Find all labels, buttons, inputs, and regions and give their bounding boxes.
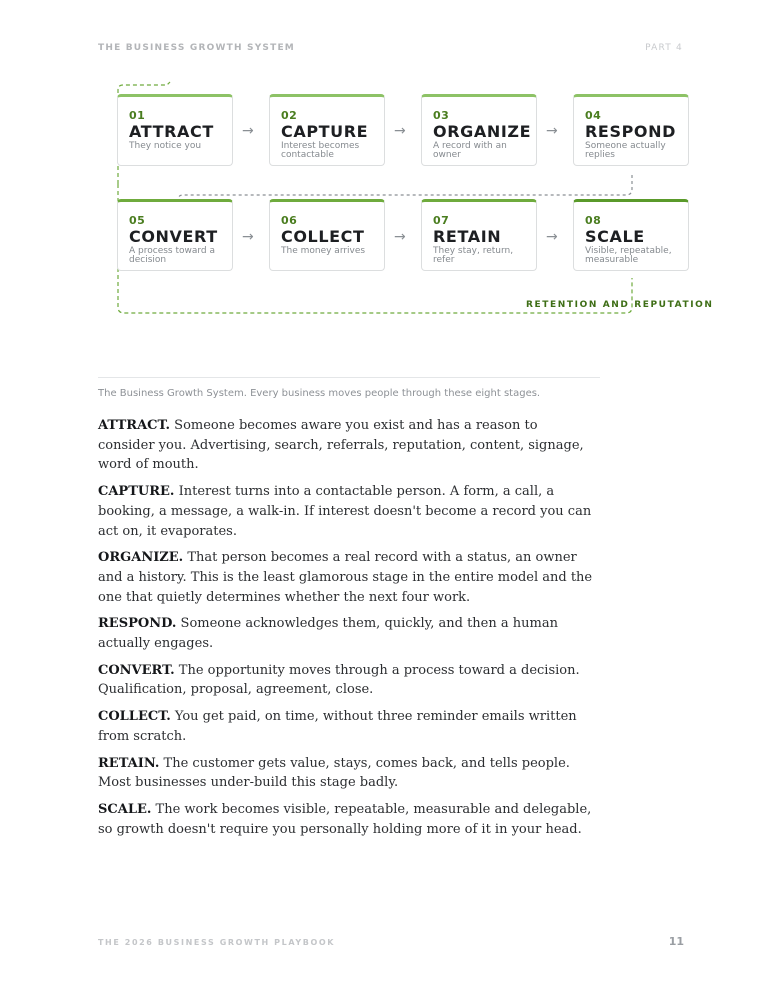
stage-name: CONVERT — [129, 227, 218, 246]
stage-number: 04 — [585, 109, 602, 122]
paragraph-attract — [98, 416, 598, 475]
definition: The customer gets value, stays, comes back, and tells people. Most businesses under-build this stage badly. — [98, 755, 570, 791]
stage-card-respond — [573, 94, 689, 166]
paragraph-organize — [98, 548, 598, 607]
arrow-right-icon: → — [546, 229, 558, 245]
stage-description: A record with an owner — [433, 141, 507, 160]
running-header-part: PART 4 — [645, 43, 683, 53]
arrow-right-icon: → — [242, 229, 254, 245]
stage-card-scale — [573, 199, 689, 271]
term: ORGANIZE. — [98, 550, 184, 566]
stage-card-retain — [421, 199, 537, 271]
stage-number: 03 — [433, 109, 450, 122]
stage-name: ATTRACT — [129, 122, 214, 141]
page-number: 11 — [668, 935, 684, 948]
term: CAPTURE. — [98, 484, 175, 500]
footer-book-title: THE 2026 BUSINESS GROWTH PLAYBOOK — [98, 938, 336, 947]
stage-card-attract — [117, 94, 233, 166]
stage-description: Someone actually replies — [585, 141, 666, 160]
running-header-title: THE BUSINESS GROWTH SYSTEM — [98, 43, 295, 53]
row-wrap-connector — [178, 175, 632, 200]
term: SCALE. — [98, 801, 152, 817]
arrow-right-icon: → — [546, 123, 558, 139]
loop-label: RETENTION AND REPUTATION — [526, 300, 714, 310]
stage-name: COLLECT — [281, 227, 365, 246]
term: RESPOND. — [98, 616, 177, 632]
stage-card-convert — [117, 199, 233, 271]
definition: That person becomes a real record with a status, an owner and a history. This is the least glamorous stage in the entire model and the one that quietly determines whether the next four work. — [98, 550, 593, 605]
stage-number: 05 — [129, 214, 146, 227]
stage-description: Interest becomes contactable — [281, 141, 360, 160]
definition: The opportunity moves through a process toward a decision. Qualification, proposal, agreement, close. — [98, 662, 580, 698]
paragraph-retain — [98, 754, 598, 793]
stage-number: 07 — [433, 214, 450, 227]
definition: The work becomes visible, repeatable, measurable and delegable, so growth doesn't require you personally holding more of it in your head. — [98, 801, 592, 837]
definition: Someone acknowledges them, quickly, and then a human actually engages. — [98, 616, 558, 652]
growth-system-diagram — [0, 0, 760, 340]
definition: Interest turns into a contactable person. A form, a call, a booking, a message, a walk-in. If interest doesn't become a record you can act on, it evaporates. — [98, 484, 592, 539]
stage-description: They stay, return, refer — [433, 246, 514, 265]
paragraph-collect — [98, 707, 598, 746]
stage-name: RESPOND — [585, 122, 676, 141]
stage-name: RETAIN — [433, 227, 502, 246]
term: CONVERT. — [98, 662, 175, 678]
definition: You get paid, on time, without three reminder emails written from scratch. — [98, 709, 577, 744]
term: COLLECT. — [98, 709, 171, 725]
stage-card-collect — [269, 199, 385, 271]
stage-definitions — [98, 416, 598, 846]
stage-description: A process toward a decision — [129, 246, 216, 265]
stage-description: They notice you — [129, 141, 202, 151]
caption-divider — [98, 377, 600, 378]
paragraph-respond — [98, 614, 598, 653]
stage-name: ORGANIZE — [433, 122, 532, 141]
stage-card-organize — [421, 94, 537, 166]
stage-number: 06 — [281, 214, 298, 227]
stage-number: 08 — [585, 214, 602, 227]
arrow-right-icon: → — [242, 123, 254, 139]
stage-number: 02 — [281, 109, 298, 122]
definition: Someone becomes aware you exist and has a reason to consider you. Advertising, search, referrals, reputation, content, signage, word of mouth. — [98, 418, 584, 473]
stage-number: 01 — [129, 109, 146, 122]
term: RETAIN. — [98, 755, 160, 771]
paragraph-convert — [98, 661, 598, 700]
arrow-right-icon: → — [394, 123, 406, 139]
stage-name: SCALE — [585, 227, 645, 246]
stage-name: CAPTURE — [281, 122, 369, 141]
diagram-clip — [110, 80, 714, 330]
term: ATTRACT. — [98, 418, 171, 433]
arrow-right-icon: → — [394, 229, 406, 245]
paragraph-scale — [98, 800, 598, 839]
stage-description: Visible, repeatable, measurable — [585, 246, 672, 265]
paragraph-capture — [98, 482, 598, 541]
stage-card-capture — [269, 94, 385, 166]
figure-caption: The Business Growth System. Every business moves people through these eight stages. — [98, 388, 541, 399]
stage-description: The money arrives — [281, 246, 366, 256]
